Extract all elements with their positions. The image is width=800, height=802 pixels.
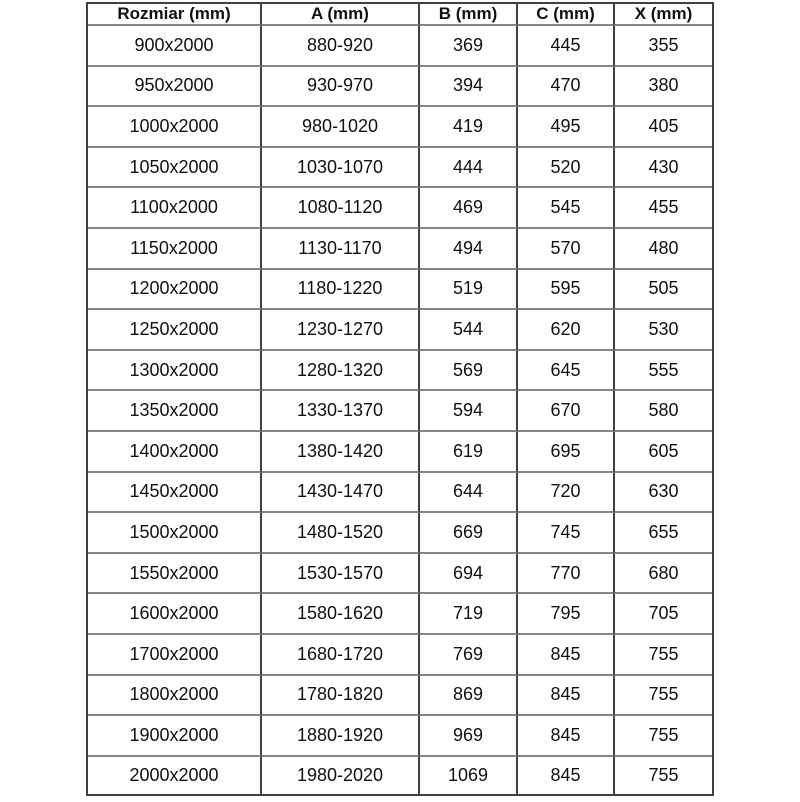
table-cell: 755 [615, 716, 712, 757]
column-header-a: A (mm) [262, 4, 420, 26]
table-cell: 845 [518, 676, 615, 717]
table-cell: 1130-1170 [262, 229, 420, 270]
table-row [88, 270, 712, 311]
table-cell: 595 [518, 270, 615, 311]
table-cell: 1000x2000 [88, 107, 262, 148]
table-cell: 1430-1470 [262, 473, 420, 514]
table-cell: 869 [420, 676, 518, 717]
table-cell: 1700x2000 [88, 635, 262, 676]
table-row [88, 310, 712, 351]
table-cell: 1450x2000 [88, 473, 262, 514]
table-cell: 1580-1620 [262, 594, 420, 635]
table-cell: 845 [518, 757, 615, 794]
column-header-x: X (mm) [615, 4, 712, 26]
table-cell: 1069 [420, 757, 518, 794]
table-cell: 444 [420, 148, 518, 189]
table-cell: 520 [518, 148, 615, 189]
table-cell: 1600x2000 [88, 594, 262, 635]
table-cell: 605 [615, 432, 712, 473]
table-cell: 505 [615, 270, 712, 311]
table-cell: 495 [518, 107, 615, 148]
table-cell: 845 [518, 635, 615, 676]
table-cell: 720 [518, 473, 615, 514]
table-cell: 2000x2000 [88, 757, 262, 794]
table-cell: 519 [420, 270, 518, 311]
table-cell: 930-970 [262, 67, 420, 108]
table-row [88, 676, 712, 717]
table-cell: 570 [518, 229, 615, 270]
table-cell: 480 [615, 229, 712, 270]
table-cell: 419 [420, 107, 518, 148]
table-row [88, 351, 712, 392]
table-cell: 1200x2000 [88, 270, 262, 311]
table-cell: 470 [518, 67, 615, 108]
column-header-b: B (mm) [420, 4, 518, 26]
table-row [88, 391, 712, 432]
table-cell: 655 [615, 513, 712, 554]
table-cell: 845 [518, 716, 615, 757]
table-cell: 795 [518, 594, 615, 635]
table-cell: 394 [420, 67, 518, 108]
table-cell: 620 [518, 310, 615, 351]
column-header-rozmiar: Rozmiar (mm) [88, 4, 262, 26]
table-cell: 594 [420, 391, 518, 432]
table-row [88, 757, 712, 794]
table-cell: 430 [615, 148, 712, 189]
table-cell: 670 [518, 391, 615, 432]
table-cell: 1250x2000 [88, 310, 262, 351]
table-cell: 469 [420, 188, 518, 229]
size-dimension-table [86, 2, 714, 796]
table-cell: 1900x2000 [88, 716, 262, 757]
table-cell: 900x2000 [88, 26, 262, 67]
table-cell: 1780-1820 [262, 676, 420, 717]
table-cell: 880-920 [262, 26, 420, 67]
table-cell: 1530-1570 [262, 554, 420, 595]
table-cell: 530 [615, 310, 712, 351]
table-cell: 630 [615, 473, 712, 514]
table-cell: 1080-1120 [262, 188, 420, 229]
table-cell: 380 [615, 67, 712, 108]
table-cell: 405 [615, 107, 712, 148]
table-cell: 680 [615, 554, 712, 595]
table-cell: 1330-1370 [262, 391, 420, 432]
table-cell: 694 [420, 554, 518, 595]
table-header-row [88, 4, 712, 26]
table-cell: 770 [518, 554, 615, 595]
table-cell: 1050x2000 [88, 148, 262, 189]
table-cell: 695 [518, 432, 615, 473]
table-row [88, 229, 712, 270]
table-cell: 1150x2000 [88, 229, 262, 270]
table-row [88, 554, 712, 595]
table-cell: 619 [420, 432, 518, 473]
table-row [88, 594, 712, 635]
table-cell: 1380-1420 [262, 432, 420, 473]
table-cell: 445 [518, 26, 615, 67]
table-cell: 1400x2000 [88, 432, 262, 473]
table-row [88, 716, 712, 757]
table-cell: 645 [518, 351, 615, 392]
column-header-c: C (mm) [518, 4, 615, 26]
table-cell: 569 [420, 351, 518, 392]
table-row [88, 473, 712, 514]
table-cell: 644 [420, 473, 518, 514]
table-cell: 950x2000 [88, 67, 262, 108]
table-cell: 755 [648, 764, 679, 785]
table-cell: 705 [615, 594, 712, 635]
table-cell: 1100x2000 [88, 188, 262, 229]
table-row [88, 107, 712, 148]
table-cell: 1550x2000 [88, 554, 262, 595]
table-cell: 1180-1220 [262, 270, 420, 311]
table-cell: 555 [615, 351, 712, 392]
table-row [88, 188, 712, 229]
table-cell: 755 [615, 676, 712, 717]
table-cell: 1480-1520 [262, 513, 420, 554]
table-cell: 719 [420, 594, 518, 635]
table-cell: 355 [615, 26, 712, 67]
table-row [88, 148, 712, 189]
table-cell: 1680-1720 [262, 635, 420, 676]
table-row [88, 26, 712, 67]
table-cell: 1300x2000 [88, 351, 262, 392]
table-cell: 769 [420, 635, 518, 676]
table-cell: 1230-1270 [262, 310, 420, 351]
table-cell: 1280-1320 [262, 351, 420, 392]
table-cell: 1350x2000 [88, 391, 262, 432]
table-row [88, 635, 712, 676]
table-cell: 1880-1920 [262, 716, 420, 757]
table-cell: 1980-2020 [262, 757, 420, 794]
table-body [88, 26, 712, 794]
table-row [88, 67, 712, 108]
table-cell: 545 [518, 188, 615, 229]
table-cell: 1030-1070 [262, 148, 420, 189]
table-row [88, 513, 712, 554]
table-cell: 580 [615, 391, 712, 432]
table-cell: 669 [420, 513, 518, 554]
table-row [88, 432, 712, 473]
table-cell: 544 [420, 310, 518, 351]
table-cell: 755 [615, 635, 712, 676]
table-cell: 1800x2000 [88, 676, 262, 717]
table-cell: 745 [518, 513, 615, 554]
table-cell: 369 [420, 26, 518, 67]
table-cell: 1500x2000 [88, 513, 262, 554]
table-cell: 455 [615, 188, 712, 229]
table-cell: 980-1020 [262, 107, 420, 148]
table-cell: 494 [420, 229, 518, 270]
table-cell: 969 [420, 716, 518, 757]
